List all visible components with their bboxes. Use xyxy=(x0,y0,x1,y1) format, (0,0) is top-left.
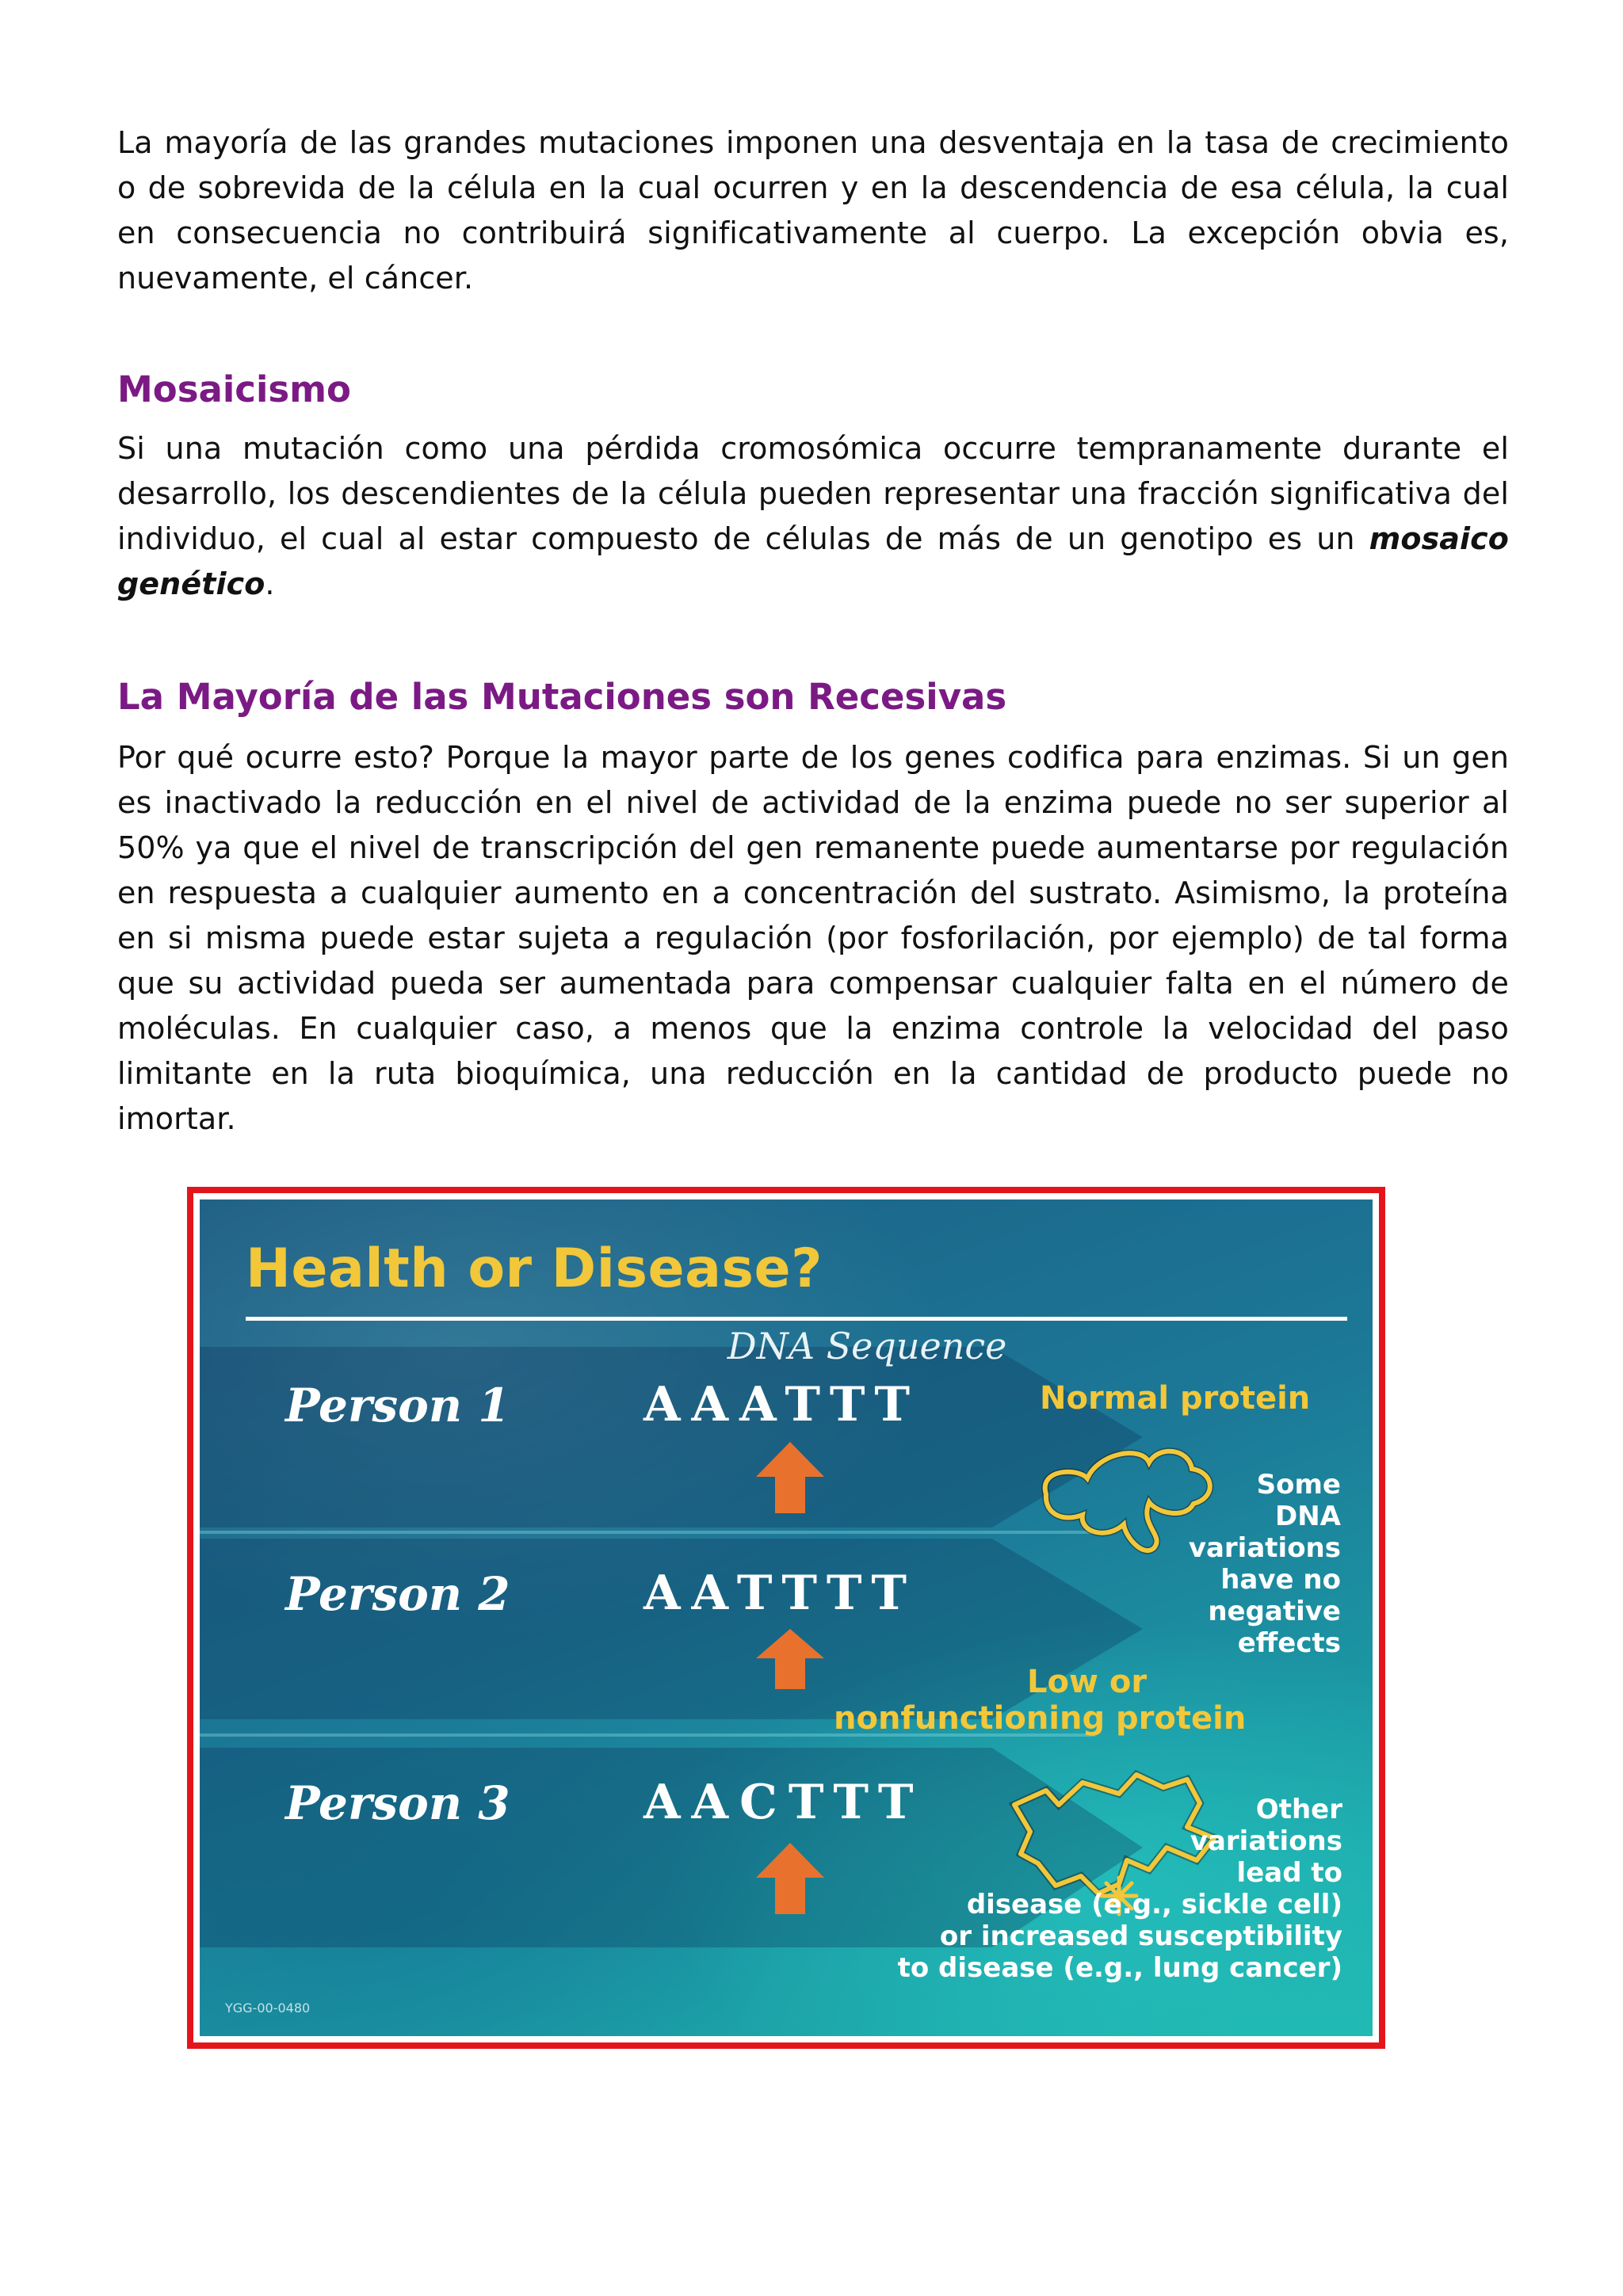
recessive-heading: La Mayoría de las Mutaciones son Recesivas xyxy=(117,676,1007,718)
mosaic-heading: Mosaicismo xyxy=(117,368,351,410)
arrow-up-icon xyxy=(756,1442,824,1513)
other-line: or increased susceptibility xyxy=(939,1920,1342,1952)
other-line: variations xyxy=(1190,1825,1342,1857)
normal-protein-label: Normal protein xyxy=(1040,1380,1311,1417)
low-protein-label xyxy=(834,1664,1341,1737)
some-dna-line: have no xyxy=(1220,1564,1341,1596)
some-dna-line: Some xyxy=(1256,1469,1341,1501)
other-line: to disease (e.g., lung cancer) xyxy=(897,1952,1342,1984)
mosaic-text-after: . xyxy=(265,566,275,601)
recessive-paragraph xyxy=(117,735,1509,1142)
mosaic-section-heading xyxy=(117,366,1509,414)
other-line: lead to xyxy=(1236,1857,1342,1889)
sequence-header: DNA Sequence xyxy=(727,1325,1007,1367)
band-divider xyxy=(200,1531,1111,1534)
health-or-disease-figure xyxy=(187,1187,1385,2049)
some-dna-note xyxy=(1174,1469,1341,1532)
figure-title: Health or Disease? xyxy=(246,1238,823,1300)
arrow-up-icon xyxy=(756,1629,824,1689)
title-rule xyxy=(246,1317,1347,1321)
figure-panel xyxy=(200,1199,1373,2036)
other-line: Other xyxy=(1255,1794,1342,1825)
mosaic-paragraph xyxy=(117,426,1509,607)
person-1-label: Person 1 xyxy=(285,1379,510,1432)
person-1-sequence: AAATTT xyxy=(643,1377,922,1432)
some-dna-line: DNA xyxy=(1275,1501,1341,1532)
intro-paragraph xyxy=(117,120,1509,301)
arrow-up-icon xyxy=(756,1843,824,1914)
some-dna-note-cont xyxy=(1079,1532,1341,1659)
person-2-label: Person 2 xyxy=(285,1567,510,1621)
recessive-text: Por qué ocurre esto? Porque la mayor parte de los genes codifica para enzimas. Si un gen es inactivado la reducción en el nivel de actividad de la enzima puede no ser superior al 50% ya que el nivel de transcripción del gen remanente puede aumentarse por regulación en respuesta a cualquier aumento en a concentración del sustrato. Asimismo, la proteína en si misma puede estar sujeta a regulación (por fosforilación, por ejemplo) de tal forma que su actividad pueda ser aumentada para compensar cualquier falta en el número de moléculas. En cualquier caso, a menos que la enzima controle la velocidad del paso limitante en la ruta bioquímica, una reducción en la cantidad de producto puede no imortar. xyxy=(117,740,1509,1136)
low-protein-line: Low or xyxy=(1027,1664,1148,1700)
mosaic-term: mosaico genético xyxy=(117,521,1509,601)
person-3-label: Person 3 xyxy=(285,1776,510,1830)
other-variations-note xyxy=(881,1794,1342,1984)
person-2-sequence: AATTTT xyxy=(643,1566,918,1621)
some-dna-line: variations xyxy=(1188,1532,1341,1564)
low-protein-line: nonfunctioning protein xyxy=(834,1700,1247,1737)
recessive-section-heading xyxy=(117,673,1509,721)
other-line: disease (e.g., sickle cell) xyxy=(966,1889,1342,1920)
band-person-1 xyxy=(200,1347,1143,1527)
some-dna-line: effects xyxy=(1237,1627,1341,1659)
person-3-sequence: AACTTT xyxy=(643,1775,925,1830)
intro-text: La mayoría de las grandes mutaciones imponen una desventaja en la tasa de crecimiento o de sobrevida de la célula en la cual ocurren y en la descendencia de esa célula, la cual en consecuencia no contribuirá significativamente al cuerpo. La excepción obvia es, nuevamente, el cáncer. xyxy=(117,125,1509,296)
mosaic-text-before: Si una mutación como una pérdida cromosómica occurre tempranamente durante el desarrollo, los descendientes de la célula pueden representar una fracción significativa del individuo, el cual al estar compuesto de células de más de un genotipo es un xyxy=(117,431,1509,556)
figure-code: YGG-00-0480 xyxy=(225,2000,311,2016)
some-dna-line: negative xyxy=(1208,1596,1341,1627)
mosaic-text xyxy=(117,426,1509,607)
